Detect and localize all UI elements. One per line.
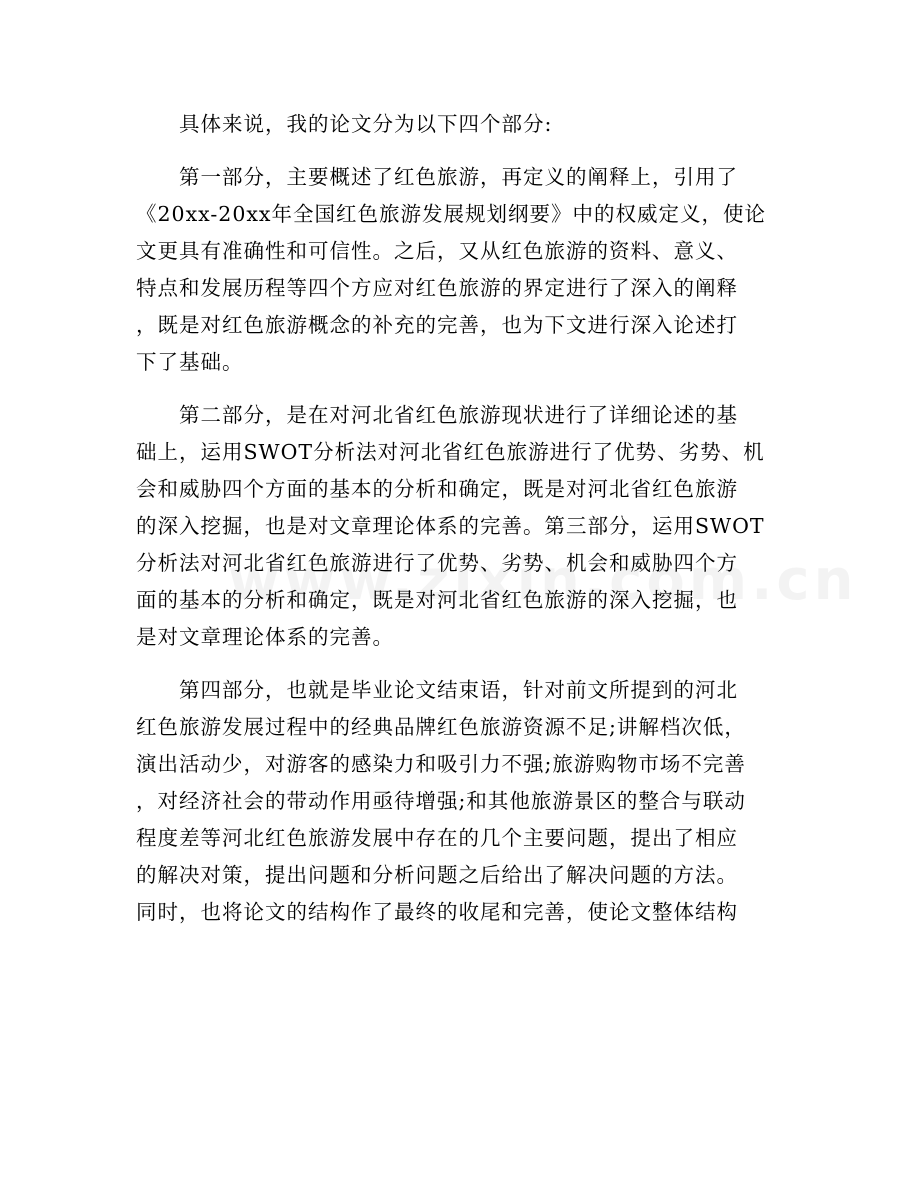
- paragraph-intro: [136, 106, 786, 143]
- document-body: [136, 106, 786, 931]
- text-line: 下了基础。: [136, 350, 244, 374]
- text-line: 础上，运用SWOT分析法对河北省红色旅游进行了优势、劣势、机: [136, 440, 765, 464]
- text-line: ，对经济社会的带动作用亟待增强;和其他旅游景区的整合与联动: [136, 789, 746, 813]
- text-line: 红色旅游发展过程中的经典品牌红色旅游资源不足;讲解档次低，: [136, 715, 746, 739]
- text-line: 文更具有准确性和可信性。之后，又从红色旅游的资料、意义、: [136, 239, 738, 263]
- text-line: 具体来说，我的论文分为以下四个部分:: [179, 112, 553, 136]
- paragraph-part-four: [136, 672, 786, 931]
- text-line: 特点和发展历程等四个方应对红色旅游的界定进行了深入的阐释: [136, 276, 738, 300]
- text-line: 第四部分，也就是毕业论文结束语，针对前文所提到的河北: [179, 678, 738, 702]
- text-line: 的深入挖掘，也是对文章理论体系的完善。第三部分，运用SWOT: [136, 514, 765, 538]
- text-line: 是对文章理论体系的完善。: [136, 625, 394, 649]
- text-line: 同时，也将论文的结构作了最终的收尾和完善，使论文整体结构: [136, 900, 738, 924]
- text-line: 第二部分，是在对河北省红色旅游现状进行了详细论述的基: [179, 403, 738, 427]
- text-line: ，既是对红色旅游概念的补充的完善，也为下文进行深入论述打: [136, 313, 738, 337]
- text-line: 演出活动少，对游客的感染力和吸引力不强;旅游购物市场不完善: [136, 752, 746, 776]
- text-line: 分析法对河北省红色旅游进行了优势、劣势、机会和威胁四个方: [136, 551, 738, 575]
- text-line: 程度差等河北红色旅游发展中存在的几个主要问题，提出了相应: [136, 826, 738, 850]
- text-line: 《20xx-20xx年全国红色旅游发展规划纲要》中的权威定义，使论: [136, 202, 766, 226]
- text-line: 会和威胁四个方面的基本的分析和确定，既是对河北省红色旅游: [136, 477, 738, 501]
- text-line: 第一部分，主要概述了红色旅游，再定义的阐释上，引用了: [179, 165, 738, 189]
- text-line: 面的基本的分析和确定，既是对河北省红色旅游的深入挖掘，也: [136, 588, 738, 612]
- text-line: 的解决对策，提出问题和分析问题之后给出了解决问题的方法。: [136, 863, 738, 887]
- paragraph-part-one: [136, 159, 786, 381]
- paragraph-part-two-three: [136, 397, 786, 656]
